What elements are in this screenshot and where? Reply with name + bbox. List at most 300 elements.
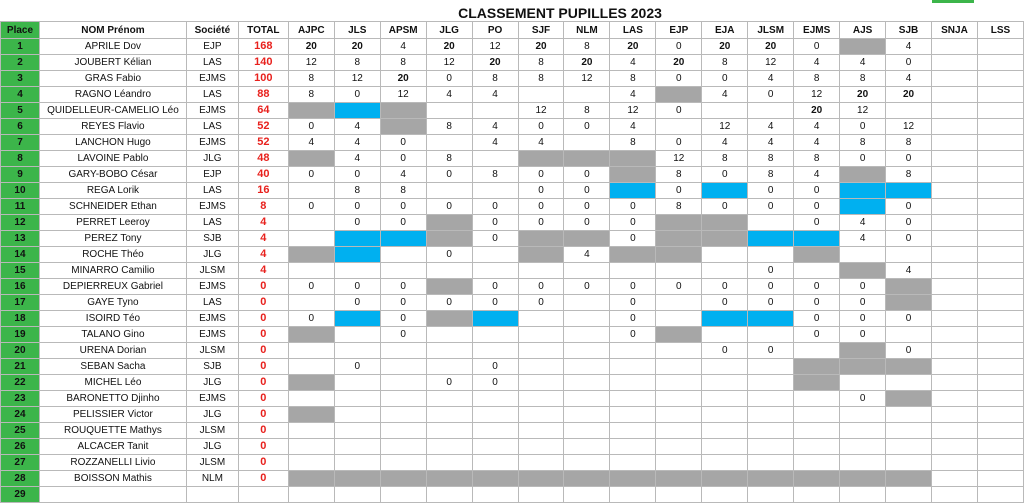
score-cell[interactable]: 0 bbox=[518, 295, 564, 311]
score-cell[interactable]: 8 bbox=[380, 183, 426, 199]
societe-cell[interactable]: EJMS bbox=[186, 135, 238, 151]
total-cell[interactable]: 88 bbox=[238, 87, 288, 103]
score-cell[interactable] bbox=[426, 135, 472, 151]
score-cell[interactable] bbox=[932, 55, 978, 71]
score-cell[interactable]: 0 bbox=[472, 279, 518, 295]
score-cell[interactable] bbox=[748, 471, 794, 487]
score-cell[interactable]: 0 bbox=[748, 263, 794, 279]
score-cell[interactable] bbox=[748, 455, 794, 471]
score-cell[interactable]: 8 bbox=[564, 103, 610, 119]
score-cell[interactable] bbox=[288, 247, 334, 263]
place-cell[interactable]: 4 bbox=[1, 87, 40, 103]
score-cell[interactable]: 4 bbox=[610, 87, 656, 103]
score-cell[interactable] bbox=[932, 407, 978, 423]
score-cell[interactable] bbox=[932, 343, 978, 359]
header-club[interactable]: APSM bbox=[380, 22, 426, 39]
score-cell[interactable] bbox=[518, 375, 564, 391]
score-cell[interactable] bbox=[472, 183, 518, 199]
header-club[interactable]: JLG bbox=[426, 22, 472, 39]
score-cell[interactable] bbox=[518, 151, 564, 167]
score-cell[interactable]: 12 bbox=[886, 119, 932, 135]
score-cell[interactable]: 20 bbox=[334, 39, 380, 55]
total-cell[interactable]: 0 bbox=[238, 359, 288, 375]
societe-cell[interactable]: LAS bbox=[186, 87, 238, 103]
total-cell[interactable]: 0 bbox=[238, 343, 288, 359]
score-cell[interactable]: 4 bbox=[380, 167, 426, 183]
score-cell[interactable] bbox=[932, 71, 978, 87]
score-cell[interactable] bbox=[472, 471, 518, 487]
score-cell[interactable]: 4 bbox=[334, 119, 380, 135]
score-cell[interactable] bbox=[518, 247, 564, 263]
place-cell[interactable]: 8 bbox=[1, 151, 40, 167]
societe-cell[interactable]: EJMS bbox=[186, 311, 238, 327]
score-cell[interactable] bbox=[794, 247, 840, 263]
score-cell[interactable]: 8 bbox=[518, 71, 564, 87]
score-cell[interactable] bbox=[656, 247, 702, 263]
score-cell[interactable] bbox=[380, 263, 426, 279]
score-cell[interactable] bbox=[610, 407, 656, 423]
score-cell[interactable]: 0 bbox=[334, 295, 380, 311]
score-cell[interactable] bbox=[886, 439, 932, 455]
score-cell[interactable] bbox=[794, 487, 840, 503]
societe-cell[interactable] bbox=[186, 487, 238, 503]
score-cell[interactable] bbox=[564, 327, 610, 343]
score-cell[interactable] bbox=[656, 407, 702, 423]
score-cell[interactable] bbox=[977, 135, 1023, 151]
score-cell[interactable]: 0 bbox=[610, 199, 656, 215]
place-cell[interactable]: 10 bbox=[1, 183, 40, 199]
score-cell[interactable] bbox=[702, 103, 748, 119]
score-cell[interactable]: 0 bbox=[656, 71, 702, 87]
score-cell[interactable]: 0 bbox=[886, 151, 932, 167]
score-cell[interactable] bbox=[288, 407, 334, 423]
societe-cell[interactable]: EJMS bbox=[186, 391, 238, 407]
score-cell[interactable]: 0 bbox=[518, 167, 564, 183]
score-cell[interactable] bbox=[426, 359, 472, 375]
place-cell[interactable]: 18 bbox=[1, 311, 40, 327]
score-cell[interactable] bbox=[932, 167, 978, 183]
score-cell[interactable] bbox=[886, 375, 932, 391]
score-cell[interactable] bbox=[472, 311, 518, 327]
score-cell[interactable]: 0 bbox=[610, 279, 656, 295]
total-cell[interactable]: 0 bbox=[238, 311, 288, 327]
score-cell[interactable] bbox=[656, 455, 702, 471]
score-cell[interactable] bbox=[334, 231, 380, 247]
societe-cell[interactable]: SJB bbox=[186, 359, 238, 375]
score-cell[interactable] bbox=[932, 39, 978, 55]
score-cell[interactable] bbox=[977, 295, 1023, 311]
score-cell[interactable]: 4 bbox=[840, 55, 886, 71]
score-cell[interactable] bbox=[977, 215, 1023, 231]
societe-cell[interactable]: NLM bbox=[186, 471, 238, 487]
score-cell[interactable]: 4 bbox=[794, 167, 840, 183]
header-club[interactable]: SJB bbox=[886, 22, 932, 39]
score-cell[interactable]: 0 bbox=[518, 279, 564, 295]
athlete-name-cell[interactable]: ALCACER Tanit bbox=[39, 439, 186, 455]
score-cell[interactable]: 0 bbox=[380, 199, 426, 215]
place-cell[interactable]: 6 bbox=[1, 119, 40, 135]
score-cell[interactable] bbox=[380, 247, 426, 263]
athlete-name-cell[interactable]: MINARRO Camilio bbox=[39, 263, 186, 279]
score-cell[interactable] bbox=[472, 343, 518, 359]
score-cell[interactable] bbox=[840, 167, 886, 183]
score-cell[interactable] bbox=[977, 151, 1023, 167]
header-club[interactable]: SNJA bbox=[932, 22, 978, 39]
score-cell[interactable]: 0 bbox=[794, 215, 840, 231]
score-cell[interactable]: 0 bbox=[472, 375, 518, 391]
score-cell[interactable]: 0 bbox=[380, 311, 426, 327]
score-cell[interactable] bbox=[334, 375, 380, 391]
score-cell[interactable] bbox=[564, 471, 610, 487]
score-cell[interactable] bbox=[288, 151, 334, 167]
total-cell[interactable]: 0 bbox=[238, 407, 288, 423]
score-cell[interactable] bbox=[977, 231, 1023, 247]
total-cell[interactable]: 140 bbox=[238, 55, 288, 71]
score-cell[interactable]: 0 bbox=[610, 231, 656, 247]
score-cell[interactable]: 8 bbox=[288, 71, 334, 87]
score-cell[interactable]: 0 bbox=[518, 119, 564, 135]
score-cell[interactable] bbox=[656, 423, 702, 439]
score-cell[interactable] bbox=[610, 167, 656, 183]
score-cell[interactable] bbox=[840, 407, 886, 423]
score-cell[interactable] bbox=[702, 455, 748, 471]
place-cell[interactable]: 20 bbox=[1, 343, 40, 359]
score-cell[interactable] bbox=[334, 439, 380, 455]
athlete-name-cell[interactable]: ROUQUETTE Mathys bbox=[39, 423, 186, 439]
societe-cell[interactable]: LAS bbox=[186, 215, 238, 231]
score-cell[interactable]: 8 bbox=[334, 183, 380, 199]
score-cell[interactable] bbox=[886, 407, 932, 423]
score-cell[interactable] bbox=[932, 279, 978, 295]
score-cell[interactable] bbox=[288, 375, 334, 391]
score-cell[interactable] bbox=[564, 87, 610, 103]
societe-cell[interactable]: JLG bbox=[186, 151, 238, 167]
score-cell[interactable]: 8 bbox=[748, 151, 794, 167]
total-cell[interactable]: 52 bbox=[238, 135, 288, 151]
score-cell[interactable]: 0 bbox=[840, 391, 886, 407]
total-cell[interactable]: 0 bbox=[238, 391, 288, 407]
score-cell[interactable]: 4 bbox=[794, 135, 840, 151]
score-cell[interactable]: 0 bbox=[564, 199, 610, 215]
score-cell[interactable]: 12 bbox=[472, 39, 518, 55]
score-cell[interactable]: 0 bbox=[426, 295, 472, 311]
score-cell[interactable]: 0 bbox=[748, 295, 794, 311]
score-cell[interactable]: 0 bbox=[288, 199, 334, 215]
score-cell[interactable]: 4 bbox=[472, 87, 518, 103]
score-cell[interactable] bbox=[932, 391, 978, 407]
score-cell[interactable] bbox=[886, 295, 932, 311]
score-cell[interactable] bbox=[380, 391, 426, 407]
score-cell[interactable] bbox=[977, 39, 1023, 55]
score-cell[interactable]: 4 bbox=[334, 135, 380, 151]
athlete-name-cell[interactable]: RAGNO Léandro bbox=[39, 87, 186, 103]
societe-cell[interactable]: JLG bbox=[186, 247, 238, 263]
score-cell[interactable] bbox=[977, 471, 1023, 487]
score-cell[interactable] bbox=[380, 423, 426, 439]
athlete-name-cell[interactable]: TALANO Gino bbox=[39, 327, 186, 343]
score-cell[interactable]: 8 bbox=[794, 151, 840, 167]
score-cell[interactable] bbox=[977, 423, 1023, 439]
score-cell[interactable] bbox=[288, 391, 334, 407]
score-cell[interactable]: 20 bbox=[472, 55, 518, 71]
score-cell[interactable] bbox=[977, 327, 1023, 343]
score-cell[interactable] bbox=[334, 343, 380, 359]
score-cell[interactable]: 0 bbox=[886, 55, 932, 71]
score-cell[interactable] bbox=[426, 263, 472, 279]
score-cell[interactable]: 0 bbox=[426, 71, 472, 87]
place-cell[interactable]: 7 bbox=[1, 135, 40, 151]
header-club[interactable]: SJF bbox=[518, 22, 564, 39]
score-cell[interactable]: 8 bbox=[840, 71, 886, 87]
place-cell[interactable]: 3 bbox=[1, 71, 40, 87]
score-cell[interactable]: 8 bbox=[886, 167, 932, 183]
score-cell[interactable] bbox=[564, 263, 610, 279]
societe-cell[interactable]: LAS bbox=[186, 183, 238, 199]
score-cell[interactable] bbox=[656, 471, 702, 487]
score-cell[interactable]: 4 bbox=[886, 39, 932, 55]
score-cell[interactable]: 0 bbox=[564, 167, 610, 183]
total-cell[interactable]: 48 bbox=[238, 151, 288, 167]
score-cell[interactable]: 4 bbox=[610, 119, 656, 135]
score-cell[interactable] bbox=[564, 455, 610, 471]
score-cell[interactable]: 4 bbox=[794, 119, 840, 135]
score-cell[interactable]: 8 bbox=[426, 151, 472, 167]
score-cell[interactable] bbox=[472, 327, 518, 343]
score-cell[interactable] bbox=[518, 423, 564, 439]
societe-cell[interactable]: LAS bbox=[186, 295, 238, 311]
score-cell[interactable]: 0 bbox=[840, 151, 886, 167]
total-cell[interactable]: 0 bbox=[238, 423, 288, 439]
score-cell[interactable] bbox=[564, 439, 610, 455]
score-cell[interactable]: 8 bbox=[702, 55, 748, 71]
score-cell[interactable]: 0 bbox=[288, 311, 334, 327]
score-cell[interactable] bbox=[472, 103, 518, 119]
score-cell[interactable]: 4 bbox=[840, 231, 886, 247]
score-cell[interactable]: 0 bbox=[426, 247, 472, 263]
score-cell[interactable] bbox=[886, 183, 932, 199]
score-cell[interactable] bbox=[610, 439, 656, 455]
score-cell[interactable]: 0 bbox=[472, 231, 518, 247]
score-cell[interactable]: 12 bbox=[288, 55, 334, 71]
score-cell[interactable] bbox=[977, 263, 1023, 279]
score-cell[interactable]: 12 bbox=[748, 55, 794, 71]
score-cell[interactable] bbox=[288, 183, 334, 199]
score-cell[interactable]: 20 bbox=[426, 39, 472, 55]
score-cell[interactable]: 4 bbox=[288, 135, 334, 151]
score-cell[interactable]: 0 bbox=[288, 119, 334, 135]
score-cell[interactable] bbox=[610, 359, 656, 375]
score-cell[interactable]: 0 bbox=[334, 199, 380, 215]
place-cell[interactable]: 16 bbox=[1, 279, 40, 295]
header-club[interactable]: JLSM bbox=[748, 22, 794, 39]
score-cell[interactable] bbox=[748, 375, 794, 391]
athlete-name-cell[interactable]: REYES Flavio bbox=[39, 119, 186, 135]
score-cell[interactable] bbox=[932, 327, 978, 343]
athlete-name-cell[interactable]: DEPIERREUX Gabriel bbox=[39, 279, 186, 295]
place-cell[interactable]: 27 bbox=[1, 455, 40, 471]
score-cell[interactable] bbox=[518, 311, 564, 327]
score-cell[interactable] bbox=[748, 103, 794, 119]
total-cell[interactable]: 0 bbox=[238, 375, 288, 391]
place-cell[interactable]: 28 bbox=[1, 471, 40, 487]
score-cell[interactable]: 0 bbox=[794, 199, 840, 215]
score-cell[interactable] bbox=[426, 439, 472, 455]
athlete-name-cell[interactable]: BARONETTO Djinho bbox=[39, 391, 186, 407]
place-cell[interactable]: 14 bbox=[1, 247, 40, 263]
score-cell[interactable] bbox=[794, 471, 840, 487]
score-cell[interactable] bbox=[472, 455, 518, 471]
score-cell[interactable] bbox=[564, 151, 610, 167]
header-club[interactable]: EJP bbox=[656, 22, 702, 39]
score-cell[interactable] bbox=[977, 343, 1023, 359]
societe-cell[interactable]: JLG bbox=[186, 439, 238, 455]
score-cell[interactable] bbox=[472, 487, 518, 503]
total-cell[interactable]: 40 bbox=[238, 167, 288, 183]
score-cell[interactable] bbox=[288, 455, 334, 471]
header-club[interactable]: LAS bbox=[610, 22, 656, 39]
score-cell[interactable]: 0 bbox=[656, 39, 702, 55]
score-cell[interactable]: 12 bbox=[518, 103, 564, 119]
score-cell[interactable]: 0 bbox=[886, 311, 932, 327]
score-cell[interactable] bbox=[288, 359, 334, 375]
score-cell[interactable]: 0 bbox=[794, 39, 840, 55]
score-cell[interactable]: 20 bbox=[518, 39, 564, 55]
score-cell[interactable] bbox=[656, 119, 702, 135]
score-cell[interactable]: 0 bbox=[840, 295, 886, 311]
score-cell[interactable]: 20 bbox=[702, 39, 748, 55]
score-cell[interactable]: 0 bbox=[656, 103, 702, 119]
score-cell[interactable] bbox=[794, 375, 840, 391]
score-cell[interactable] bbox=[518, 391, 564, 407]
score-cell[interactable] bbox=[334, 423, 380, 439]
total-cell[interactable]: 100 bbox=[238, 71, 288, 87]
score-cell[interactable] bbox=[656, 263, 702, 279]
place-cell[interactable]: 19 bbox=[1, 327, 40, 343]
score-cell[interactable] bbox=[610, 247, 656, 263]
score-cell[interactable] bbox=[702, 391, 748, 407]
score-cell[interactable] bbox=[702, 263, 748, 279]
score-cell[interactable] bbox=[794, 439, 840, 455]
score-cell[interactable] bbox=[977, 391, 1023, 407]
score-cell[interactable]: 0 bbox=[518, 199, 564, 215]
total-cell[interactable]: 4 bbox=[238, 231, 288, 247]
score-cell[interactable] bbox=[932, 119, 978, 135]
score-cell[interactable] bbox=[794, 455, 840, 471]
score-cell[interactable]: 8 bbox=[518, 55, 564, 71]
score-cell[interactable] bbox=[380, 343, 426, 359]
score-cell[interactable]: 8 bbox=[380, 55, 426, 71]
score-cell[interactable]: 20 bbox=[794, 103, 840, 119]
societe-cell[interactable]: JLSM bbox=[186, 343, 238, 359]
score-cell[interactable]: 12 bbox=[564, 71, 610, 87]
place-cell[interactable]: 25 bbox=[1, 423, 40, 439]
score-cell[interactable] bbox=[426, 487, 472, 503]
score-cell[interactable] bbox=[840, 247, 886, 263]
score-cell[interactable] bbox=[977, 167, 1023, 183]
score-cell[interactable] bbox=[656, 87, 702, 103]
score-cell[interactable]: 0 bbox=[472, 199, 518, 215]
score-cell[interactable] bbox=[932, 423, 978, 439]
score-cell[interactable] bbox=[472, 407, 518, 423]
score-cell[interactable] bbox=[288, 295, 334, 311]
score-cell[interactable]: 0 bbox=[748, 199, 794, 215]
score-cell[interactable]: 0 bbox=[288, 167, 334, 183]
score-cell[interactable] bbox=[518, 87, 564, 103]
score-cell[interactable] bbox=[426, 103, 472, 119]
score-cell[interactable] bbox=[288, 215, 334, 231]
societe-cell[interactable]: EJMS bbox=[186, 71, 238, 87]
total-cell[interactable]: 0 bbox=[238, 295, 288, 311]
score-cell[interactable]: 20 bbox=[656, 55, 702, 71]
score-cell[interactable]: 0 bbox=[564, 119, 610, 135]
score-cell[interactable] bbox=[977, 55, 1023, 71]
place-cell[interactable]: 5 bbox=[1, 103, 40, 119]
score-cell[interactable] bbox=[748, 231, 794, 247]
score-cell[interactable] bbox=[334, 471, 380, 487]
score-cell[interactable]: 0 bbox=[656, 135, 702, 151]
score-cell[interactable]: 4 bbox=[702, 87, 748, 103]
score-cell[interactable] bbox=[932, 439, 978, 455]
score-cell[interactable] bbox=[977, 455, 1023, 471]
header-total[interactable]: TOTAL bbox=[238, 22, 288, 39]
score-cell[interactable]: 0 bbox=[380, 295, 426, 311]
score-cell[interactable] bbox=[702, 327, 748, 343]
score-cell[interactable] bbox=[886, 247, 932, 263]
score-cell[interactable]: 0 bbox=[656, 183, 702, 199]
score-cell[interactable]: 4 bbox=[886, 71, 932, 87]
score-cell[interactable]: 0 bbox=[610, 295, 656, 311]
score-cell[interactable] bbox=[610, 471, 656, 487]
score-cell[interactable]: 8 bbox=[472, 167, 518, 183]
score-cell[interactable]: 0 bbox=[794, 327, 840, 343]
score-cell[interactable]: 20 bbox=[748, 39, 794, 55]
score-cell[interactable] bbox=[518, 471, 564, 487]
score-cell[interactable]: 4 bbox=[564, 247, 610, 263]
place-cell[interactable]: 23 bbox=[1, 391, 40, 407]
score-cell[interactable] bbox=[610, 263, 656, 279]
score-cell[interactable] bbox=[748, 327, 794, 343]
place-cell[interactable]: 12 bbox=[1, 215, 40, 231]
score-cell[interactable] bbox=[932, 295, 978, 311]
athlete-name-cell[interactable]: GAYE Tyno bbox=[39, 295, 186, 311]
score-cell[interactable] bbox=[886, 423, 932, 439]
score-cell[interactable]: 12 bbox=[702, 119, 748, 135]
score-cell[interactable] bbox=[840, 439, 886, 455]
score-cell[interactable] bbox=[702, 311, 748, 327]
header-place[interactable]: Place bbox=[1, 22, 40, 39]
score-cell[interactable] bbox=[380, 231, 426, 247]
score-cell[interactable] bbox=[518, 439, 564, 455]
score-cell[interactable]: 0 bbox=[380, 279, 426, 295]
score-cell[interactable] bbox=[426, 215, 472, 231]
score-cell[interactable] bbox=[426, 471, 472, 487]
place-cell[interactable]: 13 bbox=[1, 231, 40, 247]
place-cell[interactable]: 17 bbox=[1, 295, 40, 311]
athlete-name-cell[interactable]: ISOIRD Téo bbox=[39, 311, 186, 327]
score-cell[interactable] bbox=[840, 39, 886, 55]
score-cell[interactable]: 0 bbox=[426, 199, 472, 215]
score-cell[interactable] bbox=[610, 423, 656, 439]
societe-cell[interactable]: JLG bbox=[186, 375, 238, 391]
score-cell[interactable] bbox=[656, 327, 702, 343]
score-cell[interactable]: 4 bbox=[886, 263, 932, 279]
header-club[interactable]: PO bbox=[472, 22, 518, 39]
score-cell[interactable] bbox=[656, 295, 702, 311]
score-cell[interactable]: 0 bbox=[702, 343, 748, 359]
score-cell[interactable] bbox=[288, 343, 334, 359]
athlete-name-cell[interactable]: GRAS Fabio bbox=[39, 71, 186, 87]
score-cell[interactable] bbox=[840, 359, 886, 375]
